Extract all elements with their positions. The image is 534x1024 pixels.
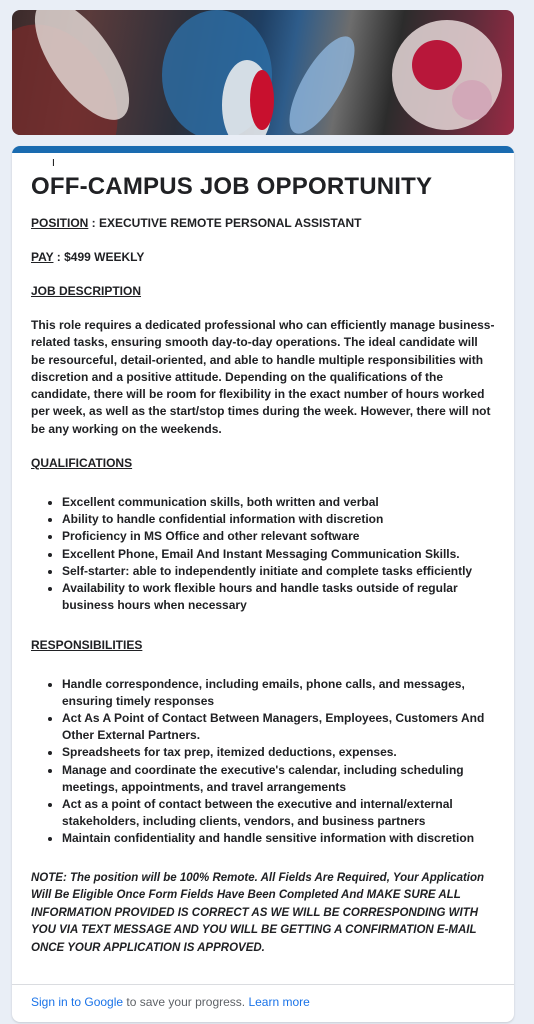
position-line	[31, 215, 495, 232]
list-item: • Act as a point of contact between the executive and internal/external stakeholders, including clients, vendors, and business partners	[62, 796, 495, 830]
list-item: • Ability to handle confidential information with discretion	[62, 511, 495, 528]
form-title: OFF-CAMPUS JOB OPPORTUNITY	[31, 173, 433, 200]
list-item: • Act As A Point of Contact Between Managers, Employees, Customers And Other External Partners.	[62, 710, 495, 744]
responsibilities-list	[31, 676, 495, 848]
list-item: • Self-starter: able to independently initiate and complete tasks efficiently	[62, 563, 495, 580]
sign-in-footer	[12, 984, 514, 1022]
list-item: • Availability to work flexible hours and handle tasks outside of regular business hours when necessary	[62, 580, 495, 614]
job-description-heading: JOB DESCRIPTION	[31, 284, 142, 298]
pay-line	[31, 249, 495, 266]
header-banner-image	[12, 10, 514, 135]
application-note: NOTE: The position will be 100% Remote. All Fields Are Required, Your Application Will Be Eligible Once Form Fields Have Been Completed And MAKE SURE ALL INFORMATION PROVIDED IS CORRECT AS WE WILL BE CORRESPONDING WITH YOU VIA TEXT MESSAGE AND YOU WILL BE GETTING A CONFIRMATION E-MAIL ONCE YOUR APPLICATION IS APPROVED.	[31, 871, 485, 954]
job-description-text: This role requires a dedicated professional who can efficiently manage business-related tasks, ensuring smooth day-to-day operations. The ideal candidate will be resourceful, detail-oriented, and able to handle multiple responsibilities with discretion and a positive attitude. Depending on the qualifications of the candidate, there will be room for flexibility in the exact number of hours worked per week, as well as the start/stop times during the week. However, there will not be any working on the weekends.	[31, 318, 495, 436]
list-item: • Spreadsheets for tax prep, itemized deductions, expenses.	[62, 744, 495, 761]
learn-more-link[interactable]: Learn more	[248, 995, 310, 1009]
responsibilities-heading: RESPONSIBILITIES	[31, 637, 143, 652]
list-item: • Maintain confidentiality and handle sensitive information with discretion	[62, 830, 495, 847]
form-description-card	[12, 146, 514, 1022]
position-value: : EXECUTIVE REMOTE PERSONAL ASSISTANT	[88, 216, 362, 230]
list-item: • Excellent communication skills, both written and verbal	[62, 494, 495, 511]
footer-text: to save your progress.	[123, 995, 249, 1009]
position-label: POSITION	[31, 216, 89, 230]
qualifications-list	[31, 494, 495, 614]
text-cursor-icon: I	[52, 158, 55, 169]
pay-label: PAY	[31, 250, 54, 264]
list-item: • Excellent Phone, Email And Instant Messaging Communication Skills.	[62, 546, 495, 563]
list-item: • Proficiency in MS Office and other relevant software	[62, 528, 495, 545]
list-item: • Handle correspondence, including emails, phone calls, and messages, ensuring timely responses	[62, 676, 495, 710]
sign-in-link[interactable]: Sign in to Google	[31, 995, 124, 1009]
list-item: • Manage and coordinate the executive's calendar, including scheduling meetings, appointments, and travel arrangements	[62, 762, 495, 796]
pay-value: : $499 WEEKLY	[53, 250, 145, 264]
card-accent-bar	[12, 146, 514, 153]
qualifications-heading: QUALIFICATIONS	[31, 456, 133, 471]
